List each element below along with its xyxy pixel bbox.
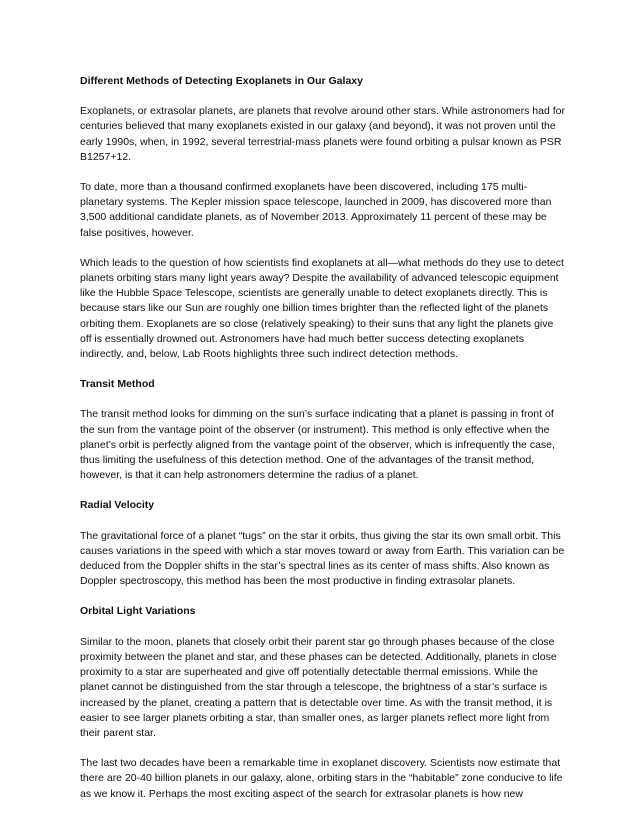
section-heading-transit-method: Transit Method — [80, 378, 155, 391]
section-heading-radial-velocity: Radial Velocity — [80, 499, 155, 512]
intro-paragraph-2: To date, more than a thousand confirmed exoplanets have been discovered, including 175 multi-planetary systems. The Kepler mission space telescope, launched in 2009, has discovered more than 3,500 additional candidate planets, as of November 2013. Approximately 11 percent of these may be false positives, however. — [80, 181, 552, 239]
document-body — [80, 74, 566, 817]
section-text-transit-method: The transit method looks for dimming on the sun’s surface indicating that a planet is passing in front of the sun from the vantage point of the observer (or instrument). This method is only effective when the planet’s orbit is perfectly aligned from the vantage point of the observer, which is infrequently the case, thus limiting the usefulness of this detection method. One of the advantages of the transit method, however, is that it can help astronomers determine the radius of a planet. — [80, 408, 555, 482]
section-text-radial-velocity: The gravitational force of a planet “tugs” on the star it orbits, thus giving the star its own small orbit. This causes variations in the speed with which a star moves toward or away from Earth. This variation can be deduced from the Doppler shifts in the star’s spectral lines as its center of mass shifts. Also known as Doppler spectroscopy, this method has been the most productive in finding extrasolar planets. — [80, 529, 565, 588]
document-title: Different Methods of Detecting Exoplanets in Our Galaxy — [80, 75, 363, 87]
section-text-orbital-light-variations: Similar to the moon, planets that closely orbit their parent star go through phases because of the close proximity between the planet and star, and these phases can be detected. Additionally, planets in close proximity to a star are superheated and give off potentially detectable thermal emissions. While the planet cannot be distinguished from the star through a telescope, the brightness of a star’s surface is increased by the planet, creating a pattern that is detectable over time. As with the transit method, it is easier to see larger planets orbiting a star, than smaller ones, as larger planets reflect more light from their parent star. — [80, 635, 557, 739]
closing-paragraph: The last two decades have been a remarkable time in exoplanet discovery. Scientists now estimate that there are 20-40 billion planets in our galaxy, alone, orbiting stars in the “habitable” zone conducive to life as we know it. Perhaps the most exciting aspect of the search for extrasolar planets is how new — [80, 757, 563, 800]
intro-paragraph-3: Which leads to the question of how scientists find exoplanets at all—what methods do they use to detect planets orbiting stars many light years away? Despite the availability of advanced telescopic equipment like the Hubble Space Telescope, scientists are generally unable to detect exoplanets directly. This is because stars like our Sun are roughly one billion times brighter than the reflected light of the planets orbiting them. Exoplanets are so close (relatively speaking) to their suns that any light the planets give off is essentially drowned out. Astronomers have had much better success detecting exoplanets indirectly, and, below, Lab Roots highlights three such indirect detection methods. — [80, 256, 564, 361]
section-heading-orbital-light-variations: Orbital Light Variations — [80, 605, 196, 618]
intro-paragraph-1: Exoplanets, or extrasolar planets, are planets that revolve around other stars. While astronomers had for centuries believed that many exoplanets existed in our galaxy (and beyond), it was not proven until the early 1990s, when, in 1992, several terrestrial-mass planets were found orbiting a pulsar known as PSR B1257+12. — [80, 105, 565, 163]
